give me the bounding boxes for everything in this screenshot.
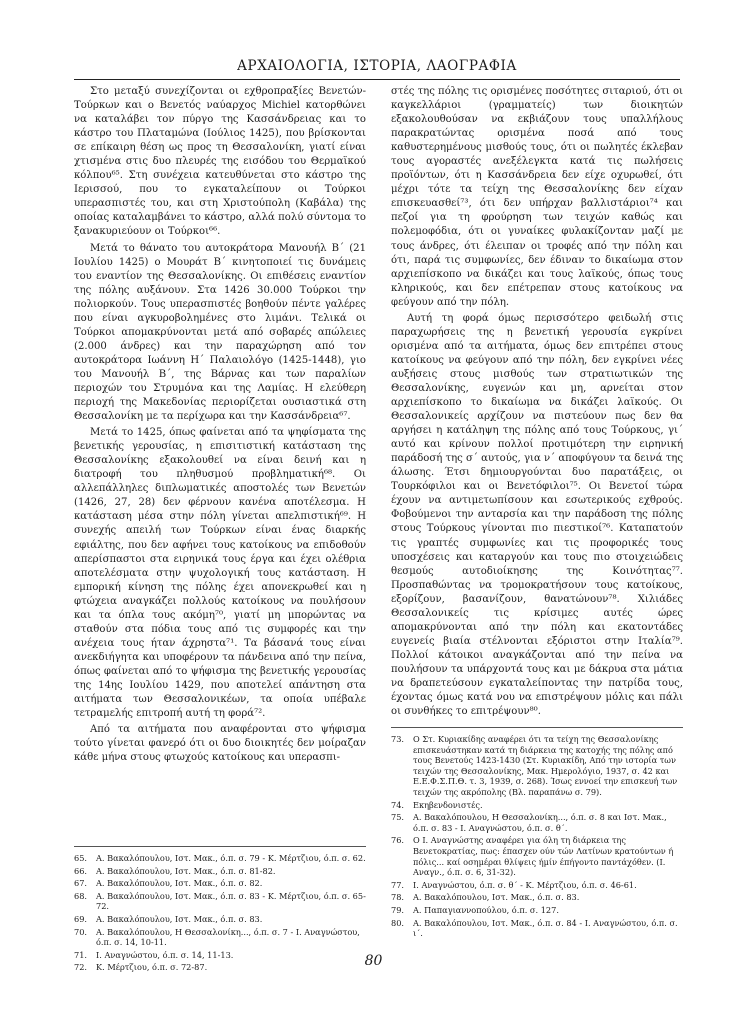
footnote: [74, 927, 366, 948]
footnote-text: Ο Ι. Αναγνώστης αναφέρει για όλη τη διάρκεια της Βενετοκρατίας, πως: έπασχεν ούν τών Λατίνων κρατούντων ή πόλις... καί οσημέραι θλίψεις ήμίν έπήγοντο παντάχόθεν. (Ι. Αναγν., ό.π. σ. 6, 31-32).: [413, 835, 674, 878]
page-number: 80: [364, 953, 383, 969]
footnote-text: Α. Βακαλόπουλου, Ιστ. Μακ., ό.π. σ. 83 - Κ. Μέρτζιου, ό.π. σ. 65-72.: [96, 890, 366, 912]
body-paragraph: Μετά το 1425, όπως φαίνεται από τα ψηφίσματα της βενετικής γερουσίας, η επισιτιστική κατάσταση της Θεσσαλονίκης εξακολουθεί να είναι δεινή και η διατροφή του πληθυσμού προβληματική⁶⁸. Οι αλλεπάλληλες διπλωματικές αποστολές των Βενετών (1426, 27, 28) δεν φέρνουν κανένα αποτέλεσμα. Η κατάσταση μέσα στην πόλη γίνεται απελπιστική⁶⁹. Η συνεχής απειλή των Τούρκων είναι ένας διαρκής εφιάλτης, που δεν αφήνει τους κατοίκους να επιδοθούν απερίσπαστοι στα ειρηνικά τους έργα και έχει ολέθρια αποτελέσματα στην ψυχολογική τους κατάσταση. Η εμπορική κίνηση της πόλης έχει απονεκρωθεί και η φτώχεια αναγκάζει πολλούς κατοίκους να πουλήσουν και τα όπλα τους ακόμη⁷⁰, γιατί μη μπορώντας να σταθούν στα πόδια τους από τις συμφορές και την ανέχεια τους ήταν άχρηστα⁷¹. Τα βάσανά τους είναι ανεκδιήγητα και υποφέρουν τα πάνδεινα από την πείνα, όπως φαίνεται από το ψήφισμα της βενετικής γερουσίας της 14ης Ιουλίου 1429, που αποτελεί απάντηση στα αιτήματα των Θεσσαλονικέων, τα οποία υπέβαλε τετραμελής επιτροπή αυτή τη φορά⁷².: [74, 427, 366, 720]
footnote: [391, 880, 683, 891]
footnote-number: 70.: [74, 926, 88, 937]
footnote-rule: [391, 727, 683, 728]
header-rule: [74, 79, 680, 80]
body-paragraph: στές της πόλης τις ορισμένες ποσότητες σιταριού, ότι οι καγκελλάριοι (γραμματείς) των διοικητών εξακολουθούσαν να εκβιάζουν τους υπαλλήλους παρακρατώντας ορισμένα ποσά από τους καθυστερημένους μισθούς τους, ότι οι πωλητές έκλεβαν τους αγοραστές ανεξέλεγκτα κατά τις πωλήσεις προϊόντων, ότι η Κασσάνδρεια δεν είχε οχυρωθεί, ότι μέχρι τότε τα τείχη της Θεσσαλονίκης δεν είχαν επισκευασθεί⁷³, ότι δεν υπήρχαν βαλλιστάριοι⁷⁴ και πεζοί για τη φρούρηση των τειχών καθώς και πολεμοφόδια, ότι οι γυναίκες φυλακίζονταν μαζί με τους άνδρες, ότι έλειπαν οι τροφές από την πόλη και ότι, παρά τις συμφωνίες, δεν έδιναν το δικαίωμα στον αρχιεπίσκοπο να δικάζει και τους λαϊκούς, όπως τους κληρικούς, και δεν επέτρεπαν στους κατοίκους να φεύγουν από την πόλη.: [391, 86, 683, 308]
footnote-text: Ι. Αναγνώστου, ό.π. σ. 14, 11-13.: [96, 949, 234, 960]
footnote: [391, 734, 683, 798]
footnote-number: 74.: [391, 799, 405, 810]
footnote-number: 78.: [391, 892, 405, 903]
footnote-text: Α. Βακαλόπουλου, Ιστ. Μακ., ό.π. σ. 79 - Κ. Μέρτζιου, ό.π. σ. 62.: [96, 853, 366, 863]
footnote-number: 69.: [74, 913, 88, 924]
footnote-number: 73.: [391, 734, 405, 745]
footnote-number: 68.: [74, 890, 88, 901]
footnote: [74, 866, 366, 877]
body-paragraph: Από τα αιτήματα που αναφέρονται στο ψήφισμα τούτο γίνεται φανερό ότι οι δυο διοικητές δεν μοίραζαν κάθε μήνα στους φτωχούς κατοίκους και υπερασπι-: [74, 724, 366, 764]
body-paragraph: Αυτή τη φορά όμως περισσότερο φειδωλή στις παραχωρήσεις της η βενετική γερουσία εγκρίνει ορισμένα από τα αιτήματα, όμως δεν επιτρέπει στους κατοίκους να φεύγουν από την πόλη, δεν εγκρίνει νέες αυξήσεις στους μισθούς των στρατιωτικών της Θεσσαλονίκης, ευγενών και μη, αρνείται στον αρχιεπίσκοπο το δικαίωμα να δικάζει λαϊκούς. Οι Θεσσαλονικείς αρχίζουν να πιστεύουν πως δεν θα αργήσει η κατάληψη της πόλης από τους Τούρκους, γι΄ αυτό και κρίνουν πολλοί προτιμότερη την ειρηνική παράδοσή της σ΄ αυτούς, για ν΄ αποφύγουν τα δεινά της άλωσης. Έτσι δημιουργούνται δυο παρατάξεις, οι Τουρκόφιλοι και οι Βενετόφιλοι⁷⁵. Οι Βενετοί τώρα έχουν να αντιμετωπίσουν και εσωτερικούς εχθρούς. Φοβούμενοι την ανταρσία και την παράδοση της πόλης στους Τούρκους γίνονται πιο πιεστικοί⁷⁶. Καταπατούν τις γραπτές συμφωνίες και τις προφορικές τους υποσχέσεις και καταργούν και τους πιο στοιχειώδεις θεσμούς αυτοδιοίκησης της Κοινότητας⁷⁷. Προσπαθώντας να τρομοκρατήσουν τους κατοίκους, εξορίζουν, βασανίζουν, θανατώνουν⁷⁸. Χιλιάδες Θεσσαλονικείς τις κρίσιμες αυτές ώρες απομακρύνονται από την πόλη και εκατοντάδες ευγενείς βιαία στέλνονται εξόριστοι στην Ιταλία⁷⁹. Πολλοί κάτοικοι αναγκάζονται από την πείνα να πουλήσουν τα υπάρχοντά τους και με δάκρυα στα μάτια να δραπετεύσουν εγκαταλείποντας την πατρίδα τους, έχοντας όμως κατά νου να επιστρέψουν μόλις και πάλι οι συνθήκες το επιτρέψουν⁸⁰.: [391, 312, 684, 718]
left-column: [74, 85, 366, 767]
footnote-rule: [74, 846, 366, 847]
footnote-text: Ο Στ. Κυριακίδης αναφέρει ότι τα τείχη της Θεσσαλονίκης επισκευάστηκαν κατά τη διάρκεια της κατοχής της πόλης από τους Βενετούς 1423-1430 (Στ. Κυριακίδη, Από την ιστορία των τειχών της Θεσσαλονίκης, Μακ. Ημερολόγιο, 1937, σ. 42 και Ε.Ε.Φ.Σ.Π.Θ. τ. 3, 1939, σ. 268). Ίσως εννοεί την επισκευή των τειχών της ακρόπολης (Βλ. παραπάνω σ. 79).: [413, 734, 678, 798]
footnote-number: 79.: [391, 905, 405, 916]
right-column: [391, 85, 683, 941]
footnote-number: 77.: [391, 879, 405, 890]
footnote-text: Α. Βακαλόπουλου, Η Θεσσαλονίκη..., ό.π. σ. 7 - Ι. Αναγνώστου, ό.π. σ. 14, 10-11.: [96, 926, 360, 948]
footnote-number: 75.: [391, 812, 405, 823]
footnote: [391, 892, 683, 903]
footnote-number: 71.: [74, 949, 88, 960]
body-paragraph: Στο μεταξύ συνεχίζονται οι εχθροπραξίες Βενετών-Τούρκων και ο Βενετός ναύαρχος Michiel κατορθώνει να καταλάβει τον πύργο της Κασσάνδρειας και το κάστρο του Πλαταμώνα (Ιούλιος 1425), που βρίσκονται σε επίκαιρη θέση ως προς τη Θεσσαλονίκη, γιατί είναι χτισμένα στις δυο πλευρές της εισόδου του Θερμαϊκού κόλπου⁶⁵. Στη συνέχεια κατευθύνεται στο κάστρο της Ιερισσού, που το εγκαταλείπουν οι Τούρκοι υπερασπιστές του, και στη Χριστούπολη (Καβάλα) της οποίας καταλαμβάνει το κάστρο, αλλά πολύ σύντομα το ξανακυριεύουν οι Τούρκοι⁶⁶.: [74, 86, 366, 238]
footnote: [74, 878, 366, 889]
footnote: [74, 853, 366, 864]
footnote-number: 65.: [74, 853, 88, 863]
footnote: [74, 914, 366, 925]
footnote-text: Ι. Αναγνώστου, ό.π. σ. θ΄ - Κ. Μέρτζιου, ό.π. σ. 46-61.: [413, 879, 637, 890]
footnote-number: 72.: [74, 962, 88, 973]
footnote-text: Α. Βακαλόπουλου, Ιστ. Μακ., ό.π. σ. 83.: [96, 913, 263, 924]
body-paragraph: Μετά το θάνατο του αυτοκράτορα Μανουήλ Β΄ (21 Ιουλίου 1425) ο Μουράτ Β΄ κινητοποιεί τις δυνάμεις του εναντίον της Θεσσαλονίκης. Οι επιθέσεις εναντίον της πόλης αυξάνουν. Στα 1426 30.000 Τούρκοι την πολιορκούν. Τους υπερασπιστές βοηθούν πέντε γαλέρες που είναι αγκυροβολημένες στο λιμάνι. Τελικά οι Τούρκοι απομακρύνονται μετά από σοβαρές απώλειες (2.000 άνδρες) και την παραχώρηση από τον αυτοκράτορα Ιωάννη Η΄ Παλαιολόγο (1425-1448), γιο του Μανουήλ Β΄, της Βάρνας και των παραλίων περιοχών του Στρυμόνα και της Λαμίας. Η ελεύθερη περιοχή της Μακεδονίας περιορίζεται ουσιαστικά στη Θεσσαλονίκη με τα περίχωρα και την Κασσάνδρεια⁶⁷.: [74, 242, 366, 423]
footnote-text: Α. Παπαγιαννοπούλου, ό.π. σ. 127.: [413, 905, 559, 916]
footnote-text: Α. Βακαλόπουλου, Ιστ. Μακ., ό.π. σ. 83.: [413, 892, 580, 903]
footnote-text: Κ. Μέρτζιου, ό.π. σ. 72-87.: [96, 962, 208, 973]
footnote-number: 76.: [391, 835, 405, 846]
footnote: [391, 812, 683, 833]
footnote-text: Εκηβενδονιστές.: [413, 799, 483, 810]
footnote: [391, 905, 683, 916]
footnote-text: Α. Βακαλόπουλου, Ιστ. Μακ., ό.π. σ. 82.: [96, 878, 263, 889]
footnote: [391, 800, 683, 811]
footnote-text: Α. Βακαλόπουλου, Η Θεσσαλονίκη..., ό.π. σ. 8 και Ιστ. Μακ., ό.π. σ. 83 - Ι. Αναγνώστου, ό.π. σ. θ΄.: [413, 812, 667, 833]
footnote-text: Α. Βακαλόπουλου, Ιστ. Μακ., ό.π. σ. 81-82.: [96, 865, 276, 876]
footnote: [391, 918, 683, 939]
footnote-number: 66.: [74, 865, 88, 876]
right-footnotes: [391, 727, 683, 939]
footnote: [391, 835, 683, 877]
footnote-text: Α. Βακαλόπουλου, Ιστ. Μακ., ό.π. σ. 84 - Ι. Αναγνώστου, ό.π. σ. ι΄.: [413, 917, 678, 939]
running-header: ΑΡΧΑΙΟΛΟΓΙΑ, ΙΣΤΟΡΙΑ, ΛΑΟΓΡΑΦΙΑ: [237, 58, 517, 74]
footnote-number: 67.: [74, 878, 88, 889]
footnote-number: 80.: [391, 917, 405, 928]
footnote: [74, 891, 366, 912]
